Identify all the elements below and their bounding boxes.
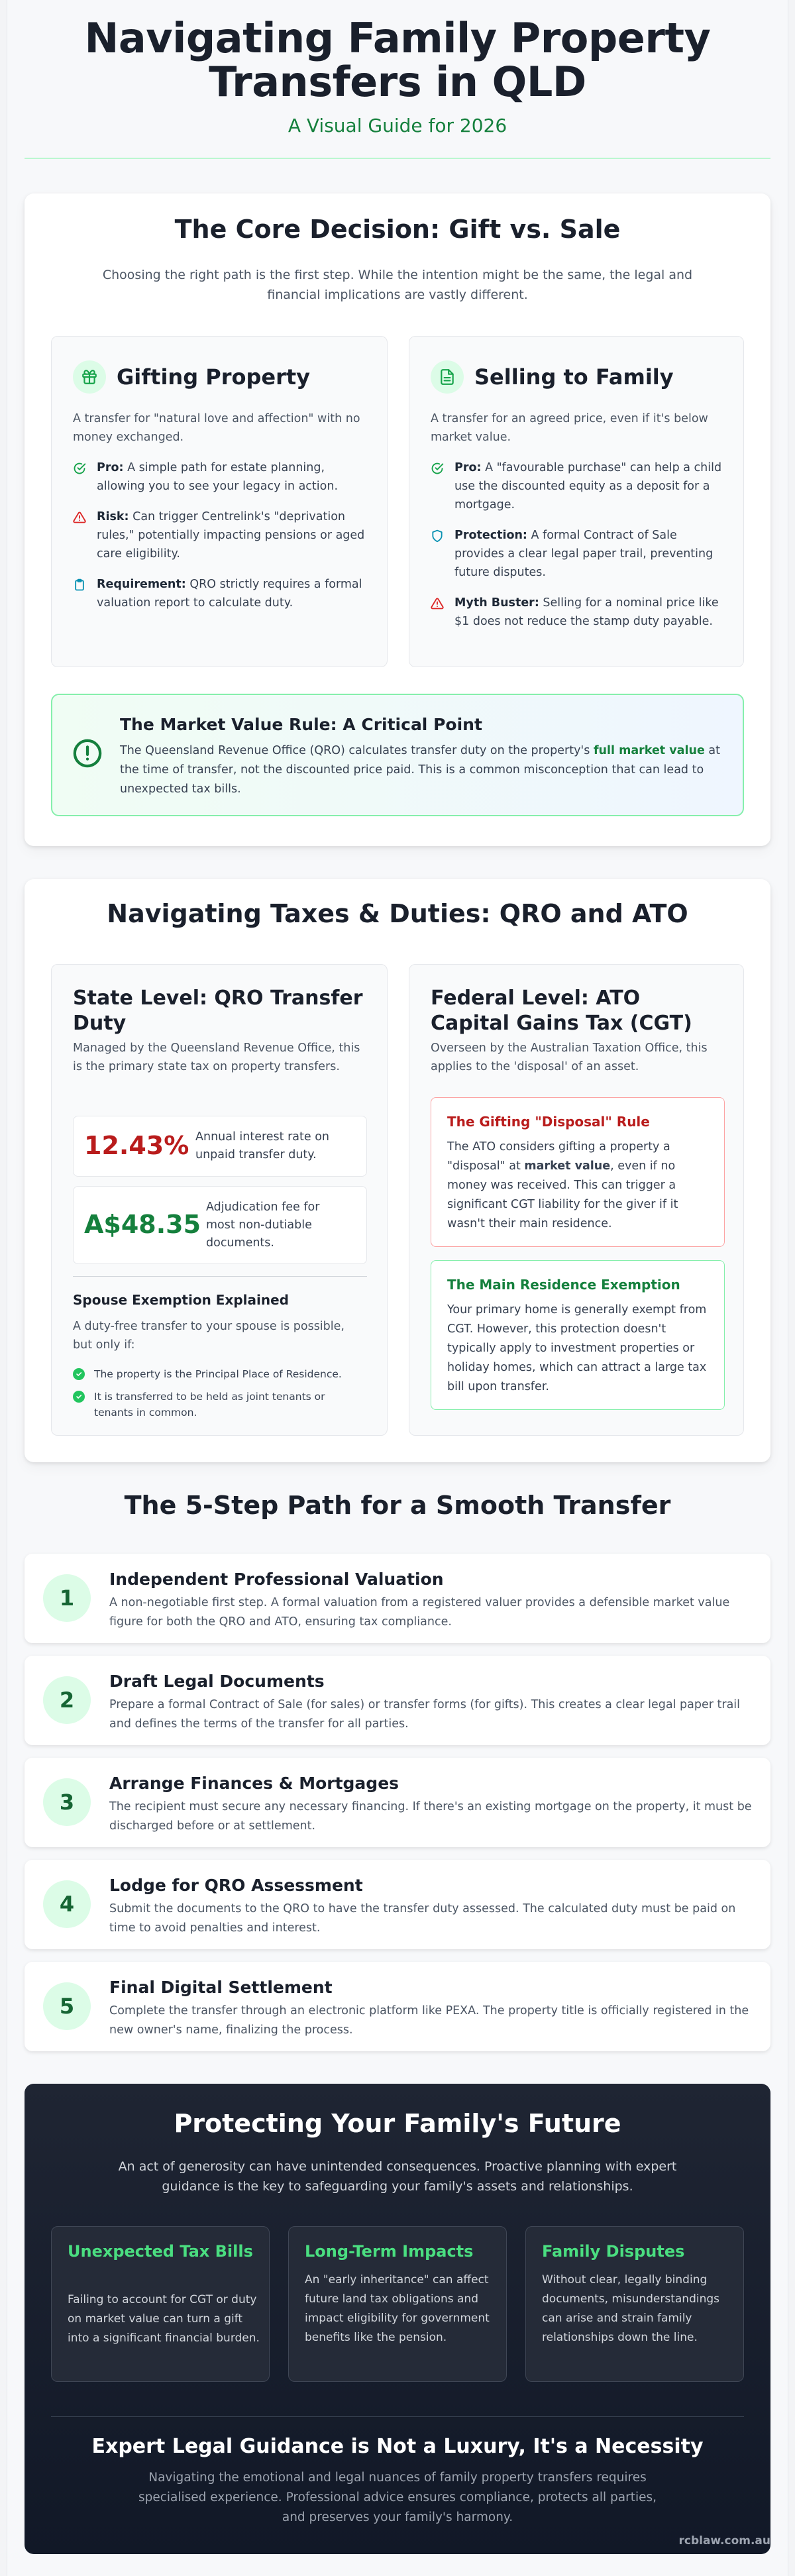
brand-link[interactable]: rcblaw.com.au (678, 2534, 770, 2548)
risk-card-title: Long-Term Impacts (305, 2242, 474, 2261)
step-number: 2 (43, 1676, 91, 1724)
market-text-highlight: full market value (593, 744, 705, 757)
check-icon (73, 1368, 85, 1380)
risk-card-title: Unexpected Tax Bills (68, 2242, 253, 2261)
spouse-condition-text: The property is the Principal Place of Residence. (94, 1368, 342, 1380)
spouse-condition-item (73, 1389, 367, 1421)
gifting-requirement-text: QRO strictly requires a formal valuation report to calculate duty. (97, 578, 362, 610)
warning-triangle-icon (431, 594, 445, 631)
gifting-header (73, 360, 366, 394)
spouse-condition-item (73, 1366, 367, 1382)
risk-card-tax-bills (51, 2226, 270, 2382)
taxes-duties-title: Navigating Taxes & Duties: QRO and ATO (107, 899, 688, 928)
expert-guidance-text: Navigating the emotional and legal nuances of family property transfers requires specialised experience. Professional advice ensures compliance, protects all parties, and preserves your family's harmony. (138, 2471, 657, 2524)
market-value-text (120, 741, 723, 799)
protecting-family-intro: An act of generosity can have unintended consequences. Proactive planning with expert guidance is the key to safeguarding your family's assets and relationships. (118, 2159, 677, 2194)
interest-rate-value: 12.43% (84, 1131, 189, 1160)
adjudication-fee-value: A$48.35 (84, 1210, 201, 1239)
disposal-text-before: The ATO considers gifting a property a "disposal" at (447, 1140, 670, 1173)
gifting-risk-text: Can trigger Centrelink's "deprivation rules," potentially impacting pensions or aged care eligibility. (97, 510, 365, 561)
step-title: Arrange Finances & Mortgages (109, 1774, 399, 1793)
main-residence-text: Your primary home is generally exempt from CGT. However, this protection doesn't typically apply to investment properties or holiday homes, which can attract a large tax bill upon transfer. (447, 1303, 707, 1393)
risk-card-text: Failing to account for CGT or duty on market value can turn a gift into a significant financial burden. (68, 2293, 260, 2345)
dark-divider (51, 2416, 744, 2417)
gifting-property-card (51, 336, 388, 667)
core-decision-title: The Core Decision: Gift vs. Sale (174, 215, 621, 244)
disposal-text-bold: market value (524, 1159, 611, 1173)
page-header (0, 14, 795, 136)
step-card (25, 1656, 770, 1745)
selling-protection-label: Protection: (454, 529, 527, 542)
risk-card-text: Without clear, legally binding documents, misunderstandings can arise and strain family relationships down the line. (542, 2273, 720, 2344)
step-card (25, 1758, 770, 1847)
gifting-pro-label: Pro: (97, 461, 124, 474)
step-title: Lodge for QRO Assessment (109, 1876, 363, 1895)
header-divider (25, 158, 770, 159)
step-description: Submit the documents to the QRO to have the transfer duty assessed. The calculated duty must be paid on time to avoid penalties and interest. (109, 1902, 736, 1935)
state-divider (73, 1276, 367, 1277)
alert-circle-icon (72, 738, 103, 771)
step-number: 1 (43, 1574, 91, 1622)
market-value-callout (51, 694, 744, 816)
step-description: Prepare a formal Contract of Sale (for sales) or transfer forms (for gifts). This creates a clear legal paper trail and defines the terms of the transfer for all parties. (109, 1698, 741, 1731)
spouse-exemption-description: A duty-free transfer to your spouse is possible, but only if: (73, 1320, 344, 1352)
selling-pro-text: A "favourable purchase" can help a child use the discounted equity as a deposit for a mortgage. (454, 461, 722, 511)
gifting-risk-label: Risk: (97, 510, 129, 523)
selling-myth-label: Myth Buster: (454, 596, 539, 610)
selling-protection-text: A formal Contract of Sale provides a clear legal paper trail, preventing future disputes. (454, 529, 714, 579)
steps-title: The 5-Step Path for a Smooth Transfer (124, 1491, 671, 1520)
check-circle-icon (431, 458, 445, 514)
spouse-condition-text: It is transferred to be held as joint tenants or tenants in common. (94, 1391, 325, 1419)
expert-guidance-title: Expert Legal Guidance is Not a Luxury, It's a Necessity (91, 2435, 704, 2458)
ato-cgt-card (409, 964, 744, 1436)
check-icon (73, 1391, 85, 1403)
adjudication-fee-label: Adjudication fee for most non-dutiable documents. (206, 1201, 320, 1250)
gifting-risk-item (73, 508, 366, 563)
page-subtitle: A Visual Guide for 2026 (288, 115, 507, 136)
adjudication-fee-stat (73, 1186, 367, 1264)
qro-title: State Level: QRO Transfer Duty (73, 987, 363, 1035)
step-title: Final Digital Settlement (109, 1978, 333, 1997)
gifting-pro-text: A simple path for estate planning, allowing you to see your legacy in action. (97, 461, 339, 493)
gifting-requirement-item (73, 575, 366, 612)
ato-description: Overseen by the Australian Taxation Office, this applies to the 'disposal' of an asset. (431, 1042, 708, 1073)
selling-header (431, 360, 722, 394)
market-text-before: The Queensland Revenue Office (QRO) calculates transfer duty on the property's (120, 744, 594, 757)
step-title: Draft Legal Documents (109, 1672, 325, 1691)
qro-description: Managed by the Queensland Revenue Office, this is the primary state tax on property transfers. (73, 1042, 360, 1073)
step-title: Independent Professional Valuation (109, 1570, 444, 1589)
protecting-family-title: Protecting Your Family's Future (174, 2109, 621, 2138)
selling-title: Selling to Family (474, 364, 674, 390)
step-description: The recipient must secure any necessary financing. If there's an existing mortgage on the property, it must be discharged before or at settlement. (109, 1800, 752, 1833)
main-residence-title: The Main Residence Exemption (447, 1277, 680, 1293)
selling-myth-item (431, 594, 722, 631)
gifting-disposal-rule-text (447, 1138, 712, 1234)
spouse-exemption-title: Spouse Exemption Explained (73, 1292, 289, 1308)
market-value-title: The Market Value Rule: A Critical Point (120, 715, 482, 734)
interest-rate-label: Annual interest rate on unpaid transfer duty. (195, 1130, 330, 1161)
document-icon (431, 360, 464, 394)
page-title-line-2: Transfers in QLD (209, 58, 586, 106)
selling-to-family-card (409, 336, 744, 667)
step-number: 3 (43, 1778, 91, 1826)
selling-protection-item (431, 526, 722, 582)
protecting-family-section (25, 2084, 770, 2554)
main-residence-exemption-card (431, 1260, 725, 1410)
gifting-title: Gifting Property (117, 364, 311, 390)
step-card (25, 1962, 770, 2051)
selling-pro-item (431, 458, 722, 514)
risk-card-long-term (288, 2226, 507, 2382)
selling-myth-text: Selling for a nominal price like $1 does not reduce the stamp duty payable. (454, 596, 719, 628)
taxes-duties-section (25, 879, 770, 1462)
step-description: Complete the transfer through an electronic platform like PEXA. The property title is officially registered in the new owner's name, finalizing the process. (109, 2004, 749, 2037)
risk-card-title: Family Disputes (542, 2242, 685, 2261)
risk-card-text: An "early inheritance" can affect future land tax obligations and impact eligibility for government benefits like the pension. (305, 2273, 490, 2344)
ato-title: Federal Level: ATO Capital Gains Tax (CGT) (431, 987, 692, 1035)
disposal-text-after: , even if no money was received. This can trigger a significant CGT liability for the giver if it wasn't their main residence. (447, 1159, 678, 1230)
gifting-disposal-rule-card (431, 1097, 725, 1247)
step-description: A non-negotiable first step. A formal valuation from a registered valuer provides a defensible market value figure for both the QRO and ATO, ensuring tax compliance. (109, 1596, 730, 1629)
gifting-description: A transfer for "natural love and affection" with no money exchanged. (73, 412, 360, 444)
market-text-after: at the time of transfer, not the discounted price paid. This is a common misconception that can lead to unexpected tax bills. (120, 744, 720, 796)
selling-pro-label: Pro: (454, 461, 482, 474)
shield-icon (431, 526, 445, 582)
gifting-disposal-rule-title: The Gifting "Disposal" Rule (447, 1114, 650, 1130)
page-title (0, 14, 795, 106)
check-circle-icon (73, 458, 87, 496)
step-number: 5 (43, 1982, 91, 2030)
core-decision-intro: Choosing the right path is the first step. While the intention might be the same, the legal and financial implications are vastly different. (102, 268, 693, 302)
selling-description: A transfer for an agreed price, even if it's below market value. (431, 412, 708, 444)
page-title-line-1: Navigating Family Property (84, 14, 711, 62)
gifting-pro-item (73, 458, 366, 496)
gift-icon (73, 360, 106, 394)
step-number: 4 (43, 1880, 91, 1928)
step-card (25, 1860, 770, 1949)
core-decision-section (25, 193, 770, 846)
interest-rate-stat (73, 1116, 367, 1177)
warning-triangle-icon (73, 508, 87, 563)
gifting-requirement-label: Requirement: (97, 578, 186, 591)
clipboard-icon (73, 575, 87, 612)
step-card (25, 1554, 770, 1643)
qro-transfer-duty-card (51, 964, 388, 1436)
risk-card-disputes (525, 2226, 744, 2382)
